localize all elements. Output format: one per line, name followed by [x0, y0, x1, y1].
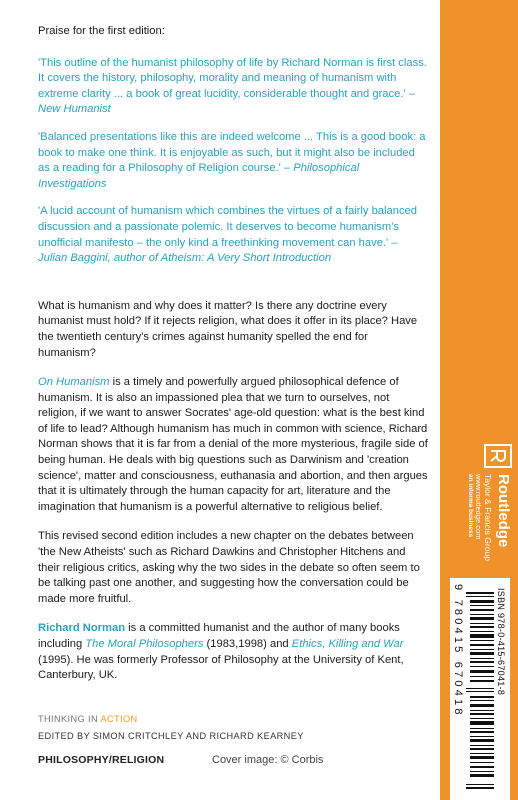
barcode-number: 9 780415 670418 [452, 584, 464, 718]
publisher-name: Routledge [495, 474, 512, 548]
series-title-part: THINKING IN [38, 714, 101, 724]
barcode-bars [466, 592, 494, 792]
series-editors: EDITED BY SIMON CRITCHLEY AND RICHARD KEARNEY [38, 731, 304, 741]
review-quote-text: 'A lucid account of humanism which combines the virtues of a fairly balanced discussion and a passionate polemic. It deserves to become humanism's unofficial manifesto – the only kind a freethinking movement can have.' – [38, 205, 417, 249]
barcode-panel [450, 578, 510, 800]
publisher-block [446, 444, 512, 562]
cover-credit: Cover image: © Corbis [212, 754, 324, 766]
description-paragraph [38, 375, 428, 515]
subject-label: PHILOSOPHY/RELIGION [38, 754, 165, 766]
series-title-accent: ACTION [100, 714, 138, 724]
review-quote-text: 'Balanced presentations like this are indeed welcome ... This is a good book: a book to make one think. It is enjoyable as such, but it might also be included as a reading for a Philosophy of Religion course.' – [38, 130, 426, 175]
praise-heading: Praise for the first edition: [38, 25, 165, 37]
publisher-group: Taylor & Francis Group [483, 474, 493, 561]
review-source: New Humanist [38, 103, 111, 116]
subject-category [38, 754, 164, 766]
review-quote-text: 'This outline of the humanist philosophy of life by Richard Norman is first class. It covers the history, philosophy, morality and meaning of humanism with extreme clarity ... a book of great lucidity, considerable thought and grace.' – [38, 56, 427, 100]
series-title [38, 714, 138, 724]
description-text: is a timely and powerfully argued philosophical defence of humanism. It is also an impassioned plea that we turn to ourselves, not religion, if we want to answer Socrates' age-old question: what is the best kind of life to lead? Although humanism has much in common with science, Richard Norman shows that it is far from a denial of the more mysterious, fragile side of being human. He deals with big questions such as Darwinism and 'creation science', matter and consciousness, euthanasia and abortion, and then argues that it is ultimately through the human capacity for art, literature and the imagination that humanism is a powerful alternative to religious belief. [38, 376, 428, 513]
intro-paragraph: What is humanism and why does it matter? Is there any doctrine every humanist must hold? If it rejects religion, what does it offer in its place? Have the twentieth century's crimes against humanity spelled the end for humanism? [38, 299, 418, 359]
book-title: On Humanism [38, 376, 110, 389]
routledge-logo-icon [484, 444, 512, 468]
isbn-label: ISBN 978-0-415-67041-8 [496, 588, 506, 696]
publisher-url: www.routledge.com [474, 474, 483, 540]
author-bio-text: (1983,1998) and [203, 638, 292, 650]
author-bio [38, 621, 428, 683]
author-bio-text: (1995). He was formerly Professor of Philosophy at the University of Kent, Canterbury, UK. [38, 653, 404, 682]
review-quote-1 [38, 56, 428, 118]
author-bio-text: is a committed humanist and the author of many books including [38, 622, 400, 650]
review-source: Philosophical Investigations [38, 162, 360, 190]
review-source: Julian Baggini, author of Atheism: A Very Short Introduction [38, 252, 332, 265]
second-edition-paragraph: This revised second edition includes a new chapter on the debates between 'the New Atheists' such as Richard Dawkins and Christopher Hitchens and their religious critics, asking why the two sides in the debate so often seem to be talking past one another, and suggesting how the conversation could be made more fruitful. [38, 530, 420, 605]
review-quote-3 [38, 204, 428, 266]
main-text-column [38, 24, 428, 698]
author-book-title: The Moral Philosophers [85, 638, 204, 650]
review-quote-2 [38, 130, 428, 192]
publisher-business: an informa business [467, 474, 474, 538]
author-name: Richard Norman [38, 622, 126, 635]
author-book-title: Ethics, Killing and War [291, 638, 404, 650]
